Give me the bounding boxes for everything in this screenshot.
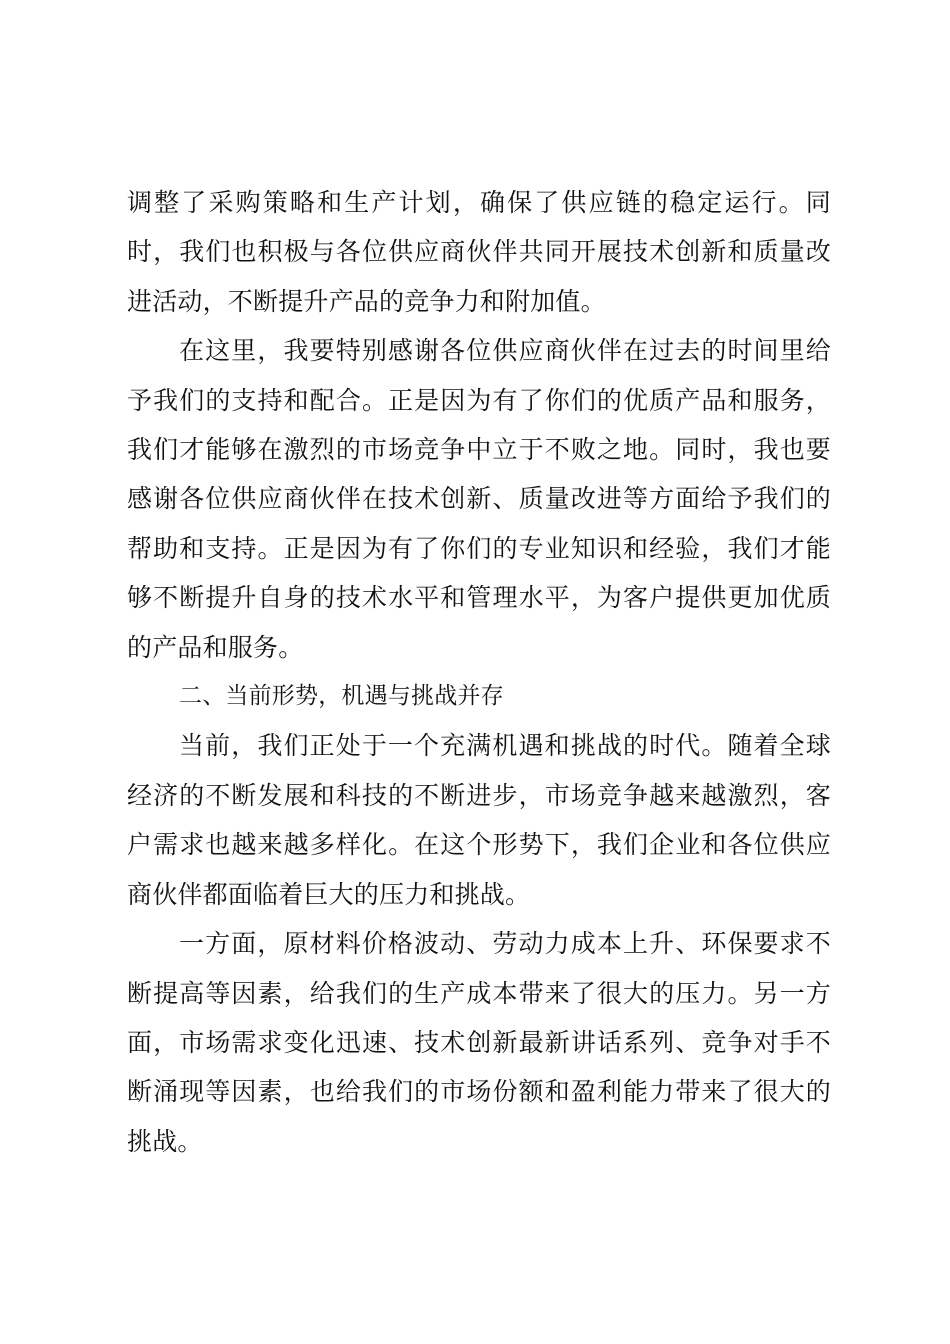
paragraph-thanks: 在这里，我要特别感谢各位供应商伙伴在过去的时间里给予我们的支持和配合。正是因为有了你们的优质产品和服务，我们才能够在激烈的市场竞争中立于不败之地。同时，我也要感谢各位供应商伙伴在技术创新、质量改进等方面给予我们的帮助和支持。正是因为有了你们的专业知识和经验，我们才能够不断提升自身的技术水平和管理水平，为客户提供更加优质的产品和服务。 [127, 336, 831, 662]
paragraph-supply-chain: 调整了采购策略和生产计划，确保了供应链的稳定运行。同时，我们也积极与各位供应商伙伴共同开展技术创新和质量改进活动，不断提升产品的竞争力和附加值。 [127, 188, 831, 316]
document-page [127, 178, 831, 1166]
section-heading: 二、当前形势，机遇与挑战并存 [179, 683, 504, 710]
paragraph-challenges: 一方面，原材料价格波动、劳动力成本上升、环保要求不断提高等因素，给我们的生产成本带来了很大的压力。另一方面，市场需求变化迅速、技术创新最新讲话系列、竞争对手不断涌现等因素，也给我们的市场份额和盈利能力带来了很大的挑战。 [127, 929, 831, 1156]
paragraph-current-situation: 当前，我们正处于一个充满机遇和挑战的时代。随着全球经济的不断发展和科技的不断进步，市场竞争越来越激烈，客户需求也越来越多样化。在这个形势下，我们企业和各位供应商伙伴都面临着巨大的压力和挑战。 [127, 731, 831, 909]
